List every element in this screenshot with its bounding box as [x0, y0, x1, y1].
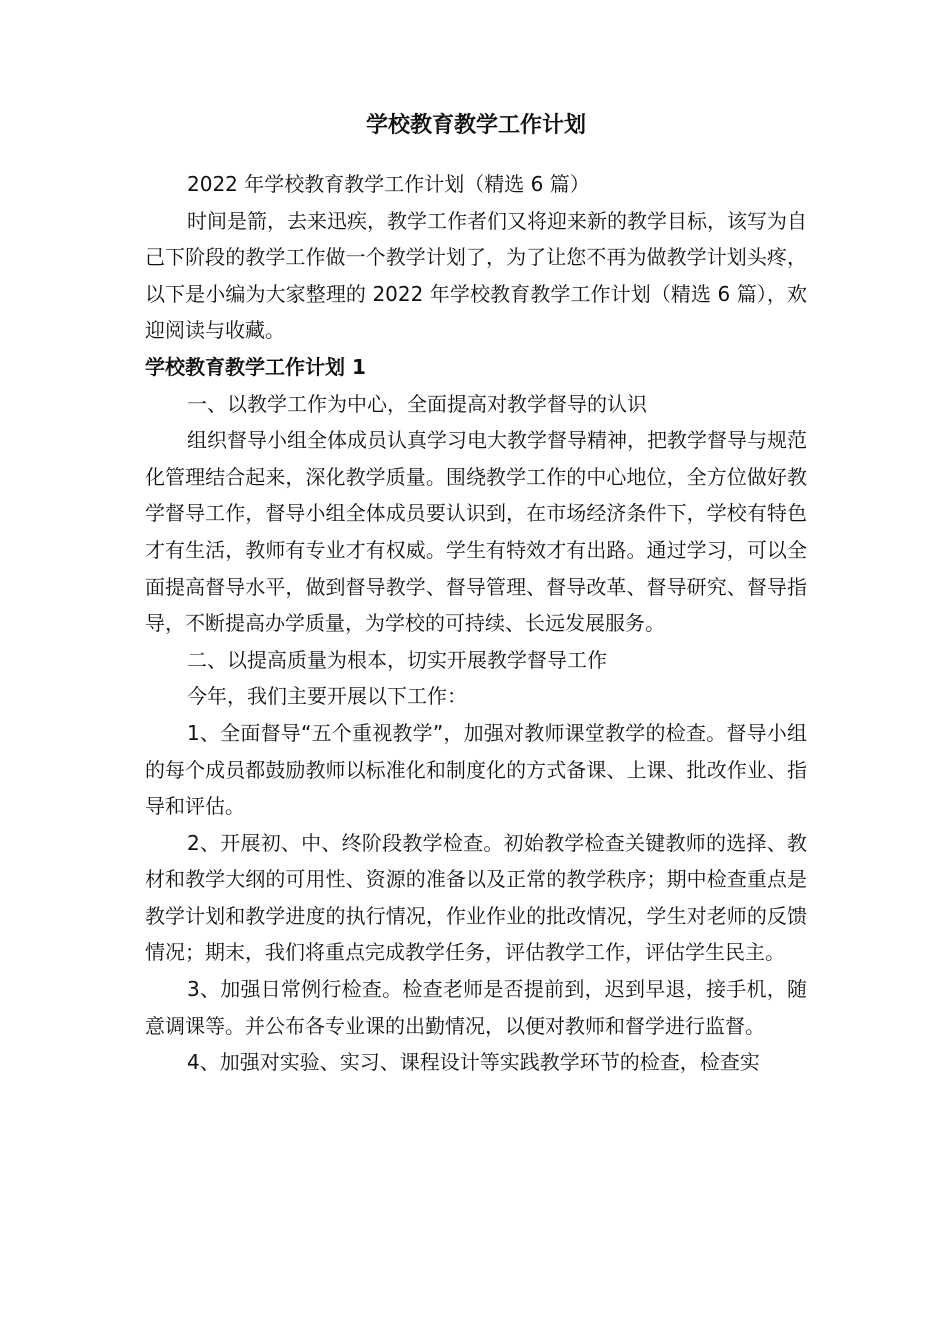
work-item-3: 3、加强日常例行检查。检查老师是否提前到，迟到早退，接手机，随意调课等。并公布各专业课的出勤情况，以便对教师和督学进行监督。	[145, 977, 807, 1038]
work-item-4: 4、加强对实验、实习、课程设计等实践教学环节的检查，检查实	[187, 1050, 760, 1075]
section-point-1-body: 组织督导小组全体成员认真学习电大教学督导精神，把教学督导与规范化管理结合起来，深化教学质量。围绕教学工作的中心地位，全方位做好教学督导工作，督导小组全体成员要认识到，在市场经济条件下，学校有特色才有生活，教师有专业才有权威。学生有特效才有出路。通过学习，可以全面提高督导水平，做到督导教学、督导管理、督导改革、督导研究、督导指导，不断提高办学质量，为学校的可持续、长远发展服务。	[145, 428, 807, 636]
work-item-1: 1、全面督导“五个重视教学”，加强对教师课堂教学的检查。督导小组的每个成员都鼓励教师以标准化和制度化的方式备课、上课、批改作业、指导和评估。	[145, 720, 807, 819]
intro-paragraph: 时间是箭，去来迅疾，教学工作者们又将迎来新的教学目标，该写为自己下阶段的教学工作做一个教学计划了，为了让您不再为做教学计划头疼，以下是小编为大家整理的 2022 年学校教育教学工作计划（精选 6 篇），欢迎阅读与收藏。	[145, 208, 807, 343]
section-heading: 学校教育教学工作计划 1	[145, 354, 366, 379]
document-page	[145, 108, 807, 1081]
section-point-2-intro: 今年，我们主要开展以下工作：	[187, 684, 467, 709]
section-point-1-heading: 一、以教学工作为中心，全面提高对教学督导的认识	[187, 391, 647, 416]
document-title: 学校教育教学工作计划	[365, 113, 586, 138]
subtitle-paragraph: 2022 年学校教育教学工作计划（精选 6 篇）	[187, 172, 590, 196]
section-point-2-heading: 二、以提高质量为根本，切实开展教学督导工作	[187, 647, 607, 672]
work-item-2: 2、开展初、中、终阶段教学检查。初始教学检查关键教师的选择、教材和教学大纲的可用性、资源的准备以及正常的教学秩序；期中检查重点是教学计划和教学进度的执行情况，作业作业的批改情况，学生对老师的反馈情况；期末，我们将重点完成教学任务，评估教学工作，评估学生民主。	[145, 830, 807, 965]
